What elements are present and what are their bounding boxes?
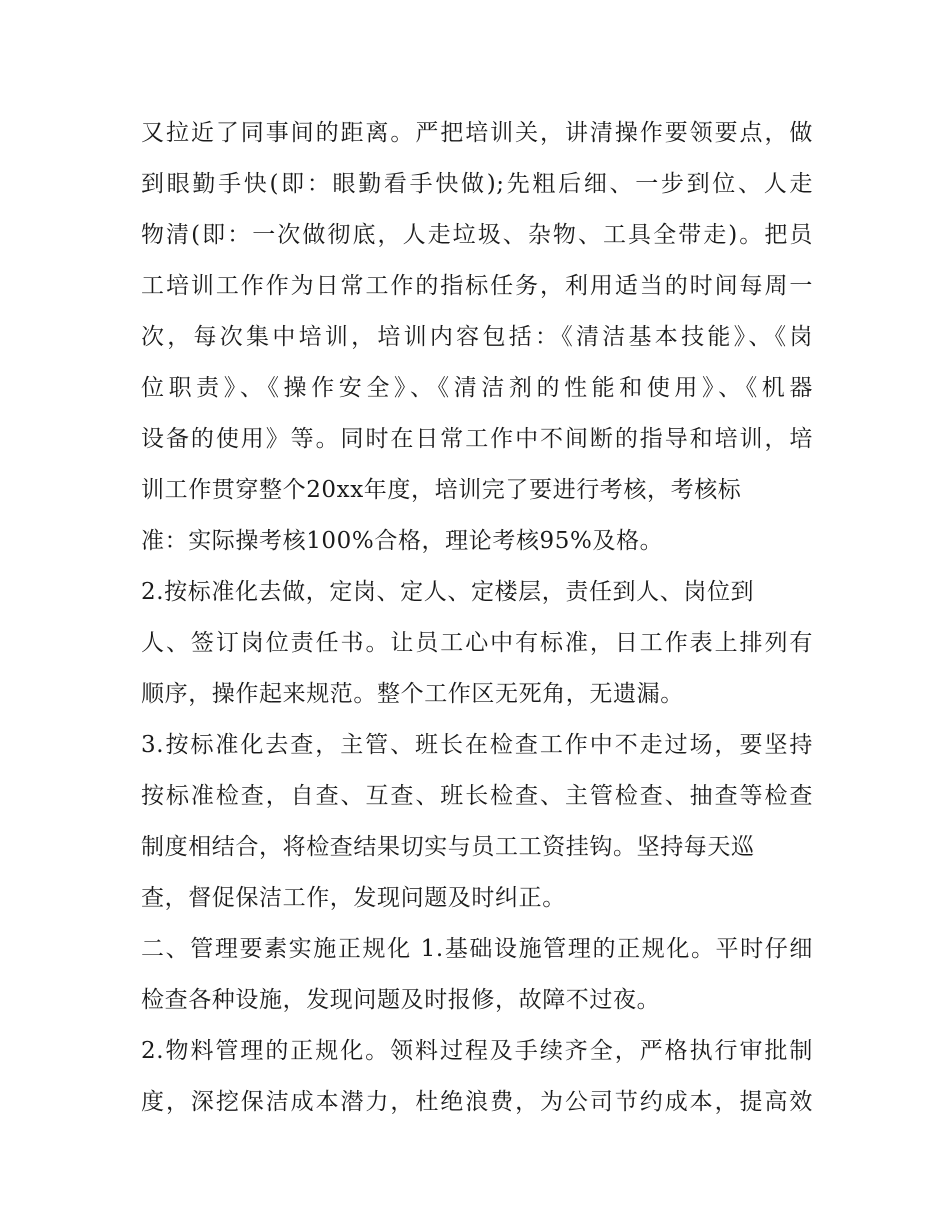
text-line: 制度相结合，将检查结果切实与员工工资挂钩。坚持每天巡: [141, 834, 755, 860]
text-line: 查，督促保洁工作，发现问题及时纠正。: [141, 885, 566, 911]
text-line: 位职责》、《操作安全》、《清洁剂的性能和使用》、《机器: [141, 375, 813, 401]
text-line: 准：实际操考核100%合格，理论考核95%及格。: [141, 528, 664, 554]
text-line: 2.按标准化去做，定岗、定人、定楼层，责任到人、岗位到: [141, 579, 755, 605]
text-line: 检查各种设施，发现问题及时报修，故障不过夜。: [141, 987, 661, 1013]
text-line: 又拉近了同事间的距离。严把培训关，讲清操作要领要点，做: [141, 120, 813, 146]
text-line: 2.物料管理的正规化。领料过程及手续齐全，严格执行审批制: [141, 1038, 813, 1064]
text-line: 设备的使用》等。同时在日常工作中不间断的指导和培训，培: [141, 426, 813, 452]
text-line: 二、管理要素实施正规化 1.基础设施管理的正规化。平时仔细: [141, 936, 813, 962]
text-line: 训工作贯穿整个20xx年度，培训完了要进行考核，考核标: [141, 477, 742, 503]
text-line: 工培训工作作为日常工作的指标任务，利用适当的时间每周一: [141, 273, 813, 299]
text-line: 到眼勤手快(即：眼勤看手快做);先粗后细、一步到位、人走: [141, 171, 813, 197]
text-line: 物清(即：一次做彻底，人走垃圾、杂物、工具全带走)。把员: [141, 222, 813, 248]
text-line: 次，每次集中培训，培训内容包括：《清洁基本技能》、《岗: [141, 324, 813, 350]
text-line: 顺序，操作起来规范。整个工作区无死角，无遗漏。: [141, 681, 684, 707]
text-line: 人、签订岗位责任书。让员工心中有标准，日工作表上排列有: [141, 630, 813, 656]
text-line: 按标准检查，自查、互查、班长检查、主管检查、抽查等检查: [141, 783, 813, 809]
document-body: [141, 108, 813, 1128]
text-line: 度，深挖保洁成本潜力，杜绝浪费，为公司节约成本，提高效: [141, 1089, 813, 1115]
text-line: 3.按标准化去查，主管、班长在检查工作中不走过场，要坚持: [141, 732, 813, 758]
